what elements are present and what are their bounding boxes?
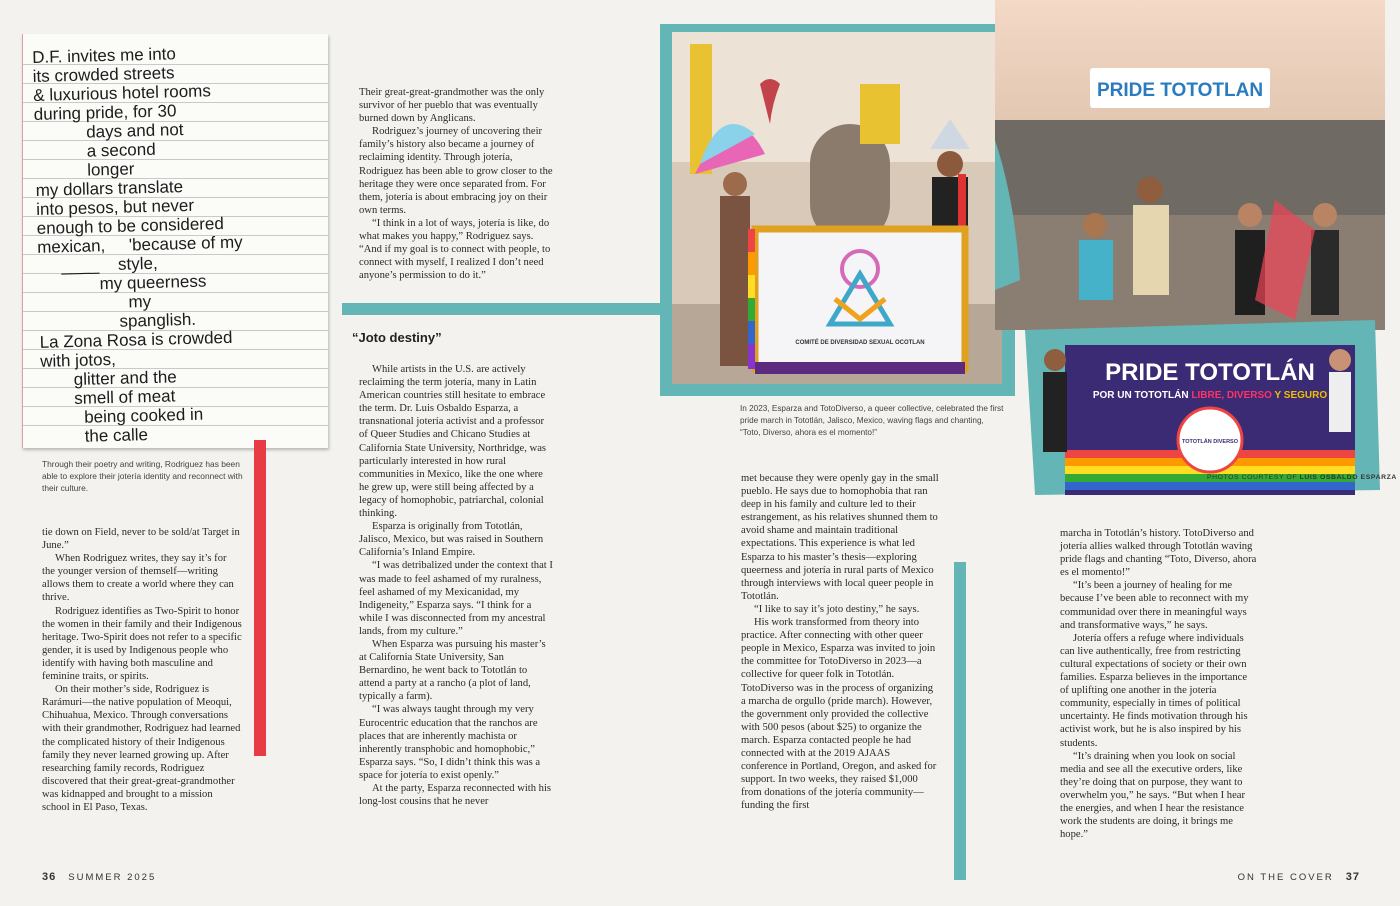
handwritten-line: the calle bbox=[41, 425, 149, 447]
col4-para: “It’s draining when you look on social media and see all the executive orders, like they’re doing that on purpose, they want to overwhelm you,” he says. “But when I hear the energies, and when I hear the resistance work the students are doing, it brings me hope.” bbox=[1060, 750, 1246, 841]
sign-text: PRIDE TOTOTLAN bbox=[1096, 80, 1264, 101]
photo-caption: In 2023, Esparza and TotoDiverso, a queer collective, celebrated the first pride march in Tototlán, Jalisco, Mexico, waving flags and chanting, “Toto, Diverso, ahora es el momento!” bbox=[740, 404, 1004, 437]
handwritten-line: longer bbox=[34, 159, 135, 181]
col2-para: Rodriguez’s journey of uncovering their family’s history also became a journey of reclaiming identity. Through jotería, Rodriguez has been able to grow closer to the heritage they were once separated from. For them, jotería is about embracing joy on their own terms. bbox=[359, 126, 553, 216]
photo-flag-bearers bbox=[660, 24, 1015, 396]
paper-margin-line bbox=[22, 34, 23, 448]
red-accent-bar bbox=[254, 440, 266, 756]
col1-para: On their mother’s side, Rodriguez is Rarámuri—the native population of Meoqui, Chihuahua, Mexico. Through conversations with their grandmother, Rodriguez had learned the complicated history of their Indigenous family they never learned growing up. After researching family records, Rodriguez discovered that their great-great-grandmother was kidnapped and brought to a mission school in El Paso, Texas. bbox=[42, 684, 241, 813]
col4-para: “It’s been a journey of healing for me because I’ve been able to reconnect with my communidad over there in meaningful ways and transformative ways,” he says. bbox=[1060, 580, 1249, 631]
folio-left bbox=[42, 871, 156, 883]
handwritten-line: ____ style, bbox=[37, 253, 158, 276]
photo-credit bbox=[1207, 474, 1397, 481]
folio-right bbox=[1238, 871, 1360, 883]
column-1 bbox=[42, 526, 242, 814]
page-number-right: 37 bbox=[1345, 871, 1360, 883]
column-3 bbox=[741, 472, 939, 812]
handwritten-line: during pride, for 30 bbox=[33, 101, 177, 124]
credit-prefix: PHOTOS COURTESY OF bbox=[1207, 474, 1298, 481]
credit-name: LUIS OSBALDO ESPARZA bbox=[1299, 474, 1397, 481]
column-2-bottom bbox=[359, 363, 555, 808]
col3-para: His work transformed from theory into practice. After connecting with other queer people in Mexico, Esparza was invited to join the committee for TotoDiverso in 2023—a collective for queer folk in Tototlán. TotoDiverso was in the process of organizing a marcha de orgullo (pride march). However, the government only provided the collective with 500 pesos (about $25) to organize the march. Esparza contacted people he had connected with at the 2019 AJAAS conference in Portland, Oregon, and asked for support. In two weeks, they raised $1,000 from donations of the jotería community—funding the first bbox=[741, 617, 937, 812]
handwritten-line: a second bbox=[34, 139, 156, 162]
seal-text: TOTOTLÁN DIVERSO bbox=[1181, 439, 1239, 445]
issue-label: SUMMER 2025 bbox=[68, 872, 157, 883]
flag-text: COMITÉ DE DIVERSIDAD SEXUAL OCOTLAN bbox=[795, 340, 925, 346]
col1-para: tie down on Field, never to be sold/at Target in June.” bbox=[42, 527, 240, 552]
handwritten-line: days and not bbox=[33, 120, 184, 143]
column-4 bbox=[1060, 527, 1258, 841]
col2-para: “I was always taught through my very Eurocentric education that the ranchos are places that are inherently machista or inherently transphobic and homophobic,” Esparza says. “So, I didn’t think this was a space for jotería to exist openly.” bbox=[359, 704, 541, 781]
banner-title: PRIDE TOTOTLÁN bbox=[1105, 359, 1315, 386]
col2-para: Esparza is originally from Tototlán, Jalisco, Mexico, but was raised in Southern California’s Inland Empire. bbox=[359, 521, 544, 559]
col2-para: While artists in the U.S. are actively reclaiming the term jotería, many in Latin American countries still hesitate to embrace the term. Dr. Luis Osbaldo Esparza, a transnational jotería activist and a professor of Queer Studies and Chicano Studies at California State University, Northridge, was particularly interested in how rural communities in Mexico, like the one where he grew up, were still being affected by a legacy of homophobic, patriarchal, colonial thinking. bbox=[359, 364, 547, 520]
photo-pride-tototlan-group bbox=[995, 0, 1385, 500]
col2-para: At the party, Esparza reconnected with his long-lost cousins that he never bbox=[359, 783, 552, 808]
page-number-left: 36 bbox=[42, 871, 57, 883]
col4-para: Jotería offers a refuge where individuals can live authentically, free from restricting cultural expectations of society or their own families. Esparza believes in the importance of uplifting one another in the jotería community, especially in times of political uncertainty. He finds motivation through his activist work, but he is also inspired by his students. bbox=[1060, 632, 1248, 749]
handwritten-line: smell of meat bbox=[40, 386, 176, 409]
handwritten-line: my queerness bbox=[37, 271, 207, 295]
col2-para: When Esparza was pursuing his master’s at California State University, San Bernardino, he went back to Tototlán to attend a party at a rancho (a plot of land, typically a farm). bbox=[359, 638, 546, 703]
teal-vertical-bar bbox=[954, 562, 966, 880]
handwritten-line: & luxurious hotel rooms bbox=[32, 81, 212, 105]
col1-para: When Rodriguez writes, they say it’s for the younger version of themself—writing allows them to create a world where they can thrive. bbox=[42, 553, 234, 604]
col4-para: marcha in Tototlán’s history. TotoDiverso and jotería allies walked through Tototlán waving pride flags and chanting “Toto, Diverso, ahora es el momento!” bbox=[1060, 528, 1257, 579]
banner-subtitle: POR UN TOTOTLÁN LIBRE, DIVERSO Y SEGURO bbox=[1092, 390, 1328, 401]
section-heading: “Joto destiny” bbox=[352, 330, 442, 345]
handwritten-note-paper bbox=[22, 34, 328, 448]
handwritten-line: glitter and the bbox=[40, 367, 177, 390]
photo-group-illustration bbox=[995, 0, 1385, 500]
handwritten-line: spanglish. bbox=[38, 309, 197, 333]
handwritten-line: mexican, 'because of my bbox=[36, 232, 243, 257]
col2-para: “I think in a lot of ways, jotería is like, do what makes you happy,” Rodriguez says. “And if my goal is to connect with people, to connect with myself, I realized I don’t need anyone’s permission to do it.” bbox=[359, 217, 551, 282]
handwritten-line: with jotos, bbox=[39, 349, 117, 371]
note-caption: Through their poetry and writing, Rodriguez has been able to explore their jotería identity and reconnect with their culture. bbox=[42, 459, 243, 493]
handwritten-poem bbox=[32, 43, 248, 447]
handwritten-line: my dollars translate bbox=[35, 177, 184, 200]
col1-para: Rodriguez identifies as Two-Spirit to honor the women in their family and their Indigenous heritage. Two-Spirit does not refer to a specific gender, it is used by Indigenous people who identify with having both masculine and feminine traits, or spirits. bbox=[42, 605, 242, 683]
section-label: ON THE COVER bbox=[1237, 872, 1334, 883]
photo-flag-illustration bbox=[660, 24, 1015, 396]
col3-para: met because they were openly gay in the small pueblo. He says due to homophobia that ran deep in his family and culture led to their estrangement, as his relatives shunned them to avoid shame and maintain traditional expectations. This experience is what led Esparza to his master’s thesis—exploring queerness and jotería in rural parts of Mexico through interviews with local queer people in Tototlán. bbox=[741, 473, 939, 602]
col2-para: “I was detribalized under the context that I was made to feel ashamed of my ruralness, feel ashamed of my Mexicanidad, my Indigeneity,” Esparza says. “I think for a while I was disconnected from my ancestral lands, from my culture.” bbox=[359, 560, 553, 637]
col2-para: Their great-great-grandmother was the only survivor of her pueblo that was eventually burned down by Anglicans. bbox=[359, 87, 545, 125]
handwritten-line: D.F. invites me into bbox=[32, 44, 177, 67]
handwritten-line: my bbox=[38, 291, 152, 314]
handwritten-line: being cooked in bbox=[41, 404, 204, 428]
handwritten-line: its crowded streets bbox=[32, 63, 175, 86]
column-2-top bbox=[359, 86, 555, 282]
handwritten-line: enough to be considered bbox=[36, 214, 225, 238]
teal-accent-bar bbox=[342, 303, 670, 315]
handwritten-line: La Zona Rosa is crowded bbox=[39, 327, 233, 352]
col3-para: “I like to say it’s joto destiny,” he says. bbox=[754, 603, 920, 615]
handwritten-line: into pesos, but never bbox=[35, 195, 195, 219]
